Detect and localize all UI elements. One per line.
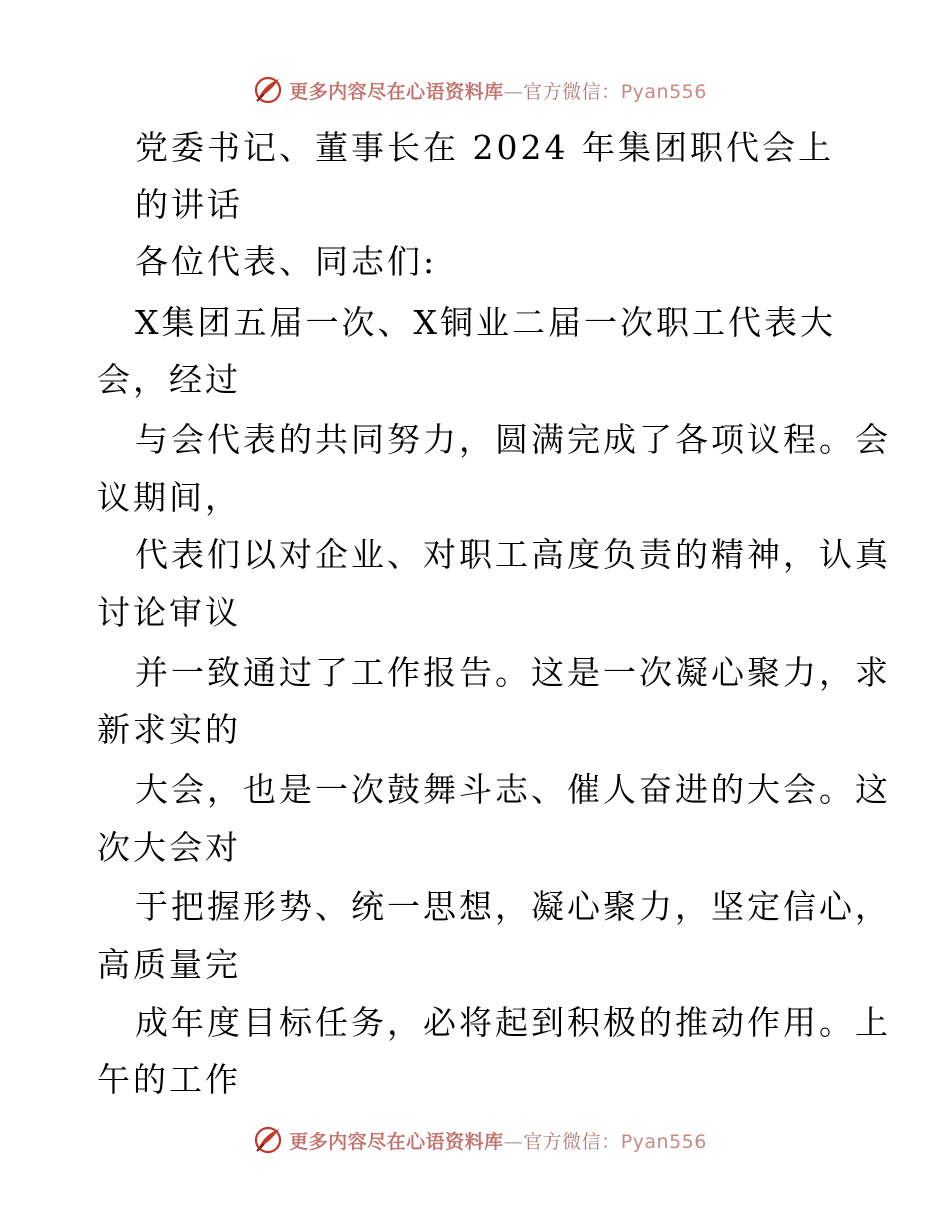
header-wechat-label: 官方微信： (523, 80, 621, 103)
paragraph-line: 午的工作 (97, 1060, 241, 1099)
quill-circle-icon (253, 1125, 283, 1155)
title-line-2: 的讲话 (135, 185, 243, 224)
header-site-text: 更多内容尽在心语资料库 (289, 80, 504, 103)
footer-wechat-label: 官方微信： (523, 1130, 621, 1153)
footer-banner-text (289, 1127, 707, 1154)
paragraph-line: 大会，也是一次鼓舞斗志、催人奋进的大会。这 (135, 770, 891, 809)
footer-banner-inner (253, 1125, 707, 1155)
footer-wechat-id: Pyan556 (620, 1130, 707, 1153)
paragraph-line: 于把握形势、统一思想，凝心聚力，坚定信心， (135, 887, 891, 926)
paragraph-line: 议期间， (97, 478, 241, 517)
header-wechat-id: Pyan556 (620, 80, 707, 103)
footer-banner (0, 1120, 950, 1160)
paragraph-line: X集团五届一次、X铜业二届一次职工代表大 (135, 303, 836, 342)
paragraph-line: 次大会对 (97, 828, 241, 867)
salutation-line: 各位代表、同志们: (135, 242, 438, 281)
paragraph-line: 讨论审议 (97, 593, 241, 632)
paragraph-line: 会，经过 (97, 360, 241, 399)
paragraph-line: 成年度目标任务，必将起到积极的推动作用。上 (135, 1003, 891, 1042)
footer-site-text: 更多内容尽在心语资料库 (289, 1130, 504, 1153)
paragraph-line: 高质量完 (97, 945, 241, 984)
paragraph-line: 并一致通过了工作报告。这是一次凝心聚力，求 (135, 653, 891, 692)
paragraph-line: 代表们以对企业、对职工高度负责的精神，认真 (135, 535, 891, 574)
paragraph-line: 新求实的 (97, 710, 241, 749)
header-separator: — (503, 80, 524, 103)
footer-separator: — (503, 1130, 524, 1153)
title-line-1: 党委书记、董事长在 2024 年集团职代会上 (135, 128, 834, 167)
paragraph-line: 与会代表的共同努力，圆满完成了各项议程。会 (135, 420, 891, 459)
